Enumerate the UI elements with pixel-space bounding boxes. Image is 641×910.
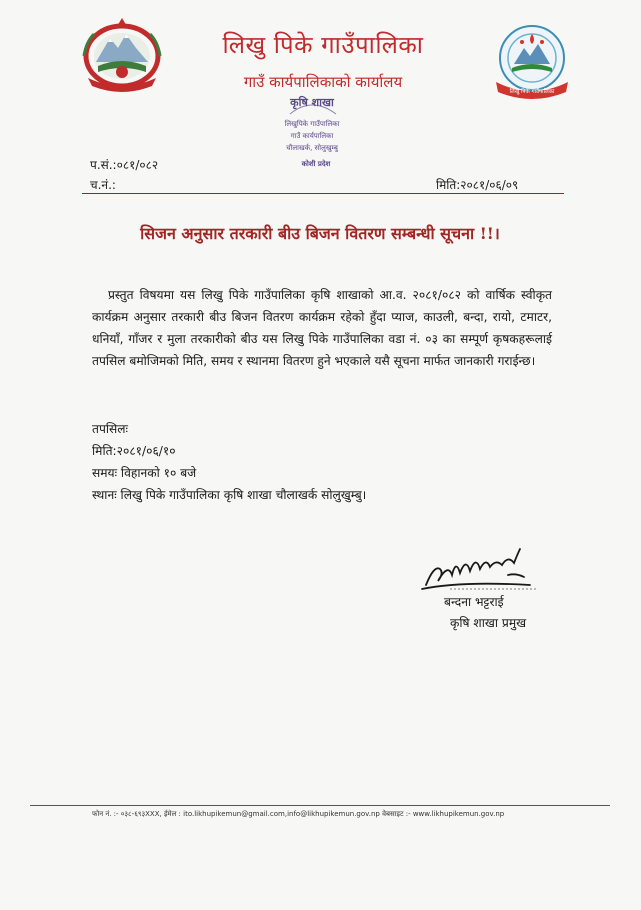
stamp-top-line: कृषि शाखा [290,96,334,109]
notice-title: सिजन अनुसार तरकारी बीउ बिजन वितरण सम्बन्धी सूचना !!। [140,224,500,243]
schedule-details [92,418,366,506]
details-date: मिति:२०८१/०६/१० [92,444,176,458]
signature-mark [420,545,540,597]
stamp-line-4: कोशी प्रदेश [301,160,331,168]
footer-contact: फोन नं. :- ०३८-६९३XXX, ईमेल : ito.likhupikemun@gmail.com,info@likhupikemun.gov.np वेबसाइट :- www.likhupikemun.gov.np [92,810,505,818]
footer-divider [30,805,610,806]
header-divider [82,193,564,194]
dispatch-number: च.नं.: [90,178,116,192]
office-name: लिखु पिके गाउँपालिका [222,31,424,59]
stamp-line-2: गाउँ कार्यपालिका [290,132,334,140]
logo-ribbon-text: लिखु पिके गाउँपालिका [509,89,555,95]
municipality-logo-icon [488,22,576,100]
stamp-line-3: चौलाखर्क, सोलुखुम्बु [286,144,338,152]
signatory-title: कृषि शाखा प्रमुख [450,616,527,630]
signatory-name: बन्दना भट्टराई [444,595,504,609]
office-subtitle: गाउँ कार्यपालिकाको कार्यालय [243,73,403,91]
details-time: समयः विहानको १० बजे [92,466,197,480]
details-heading: तपसिलः [92,422,128,436]
letter-number: प.सं.:०८१/०८२ [90,158,159,172]
office-stamp [260,92,364,180]
details-place: स्थानः लिखु पिके गाउँपालिका कृषि शाखा चौलाखर्क सोलुखुम्बु। [92,488,367,502]
nepal-emblem-icon [78,12,166,92]
notice-body: प्रस्तुत विषयमा यस लिखु पिके गाउँपालिका कृषि शाखाको आ.व. २०८१/०८२ को वार्षिक स्वीकृत कार्यक्रम अनुसार तरकारी बीउ बिजन वितरण कार्यक्रम रहेको हुँदा प्याज, काउली, बन्दा, रायो, टमाटर, धनियाँ, गाँजर र मुला तरकारीको बीउ यस लिखु पिके गाउँपालिका वडा नं. ०३ का सम्पूर्ण कृषकहरूलाई तपसिल बमोजिमको मिति, समय र स्थानमा वितरण हुने भएकाले यसै सूचना मार्फत जानकारी गराईन्छ। [92,288,552,368]
stamp-line-1: लिखुपिके गाउँपालिका [284,120,340,128]
letter-date: मिति:२०८१/०६/०९ [436,178,519,192]
